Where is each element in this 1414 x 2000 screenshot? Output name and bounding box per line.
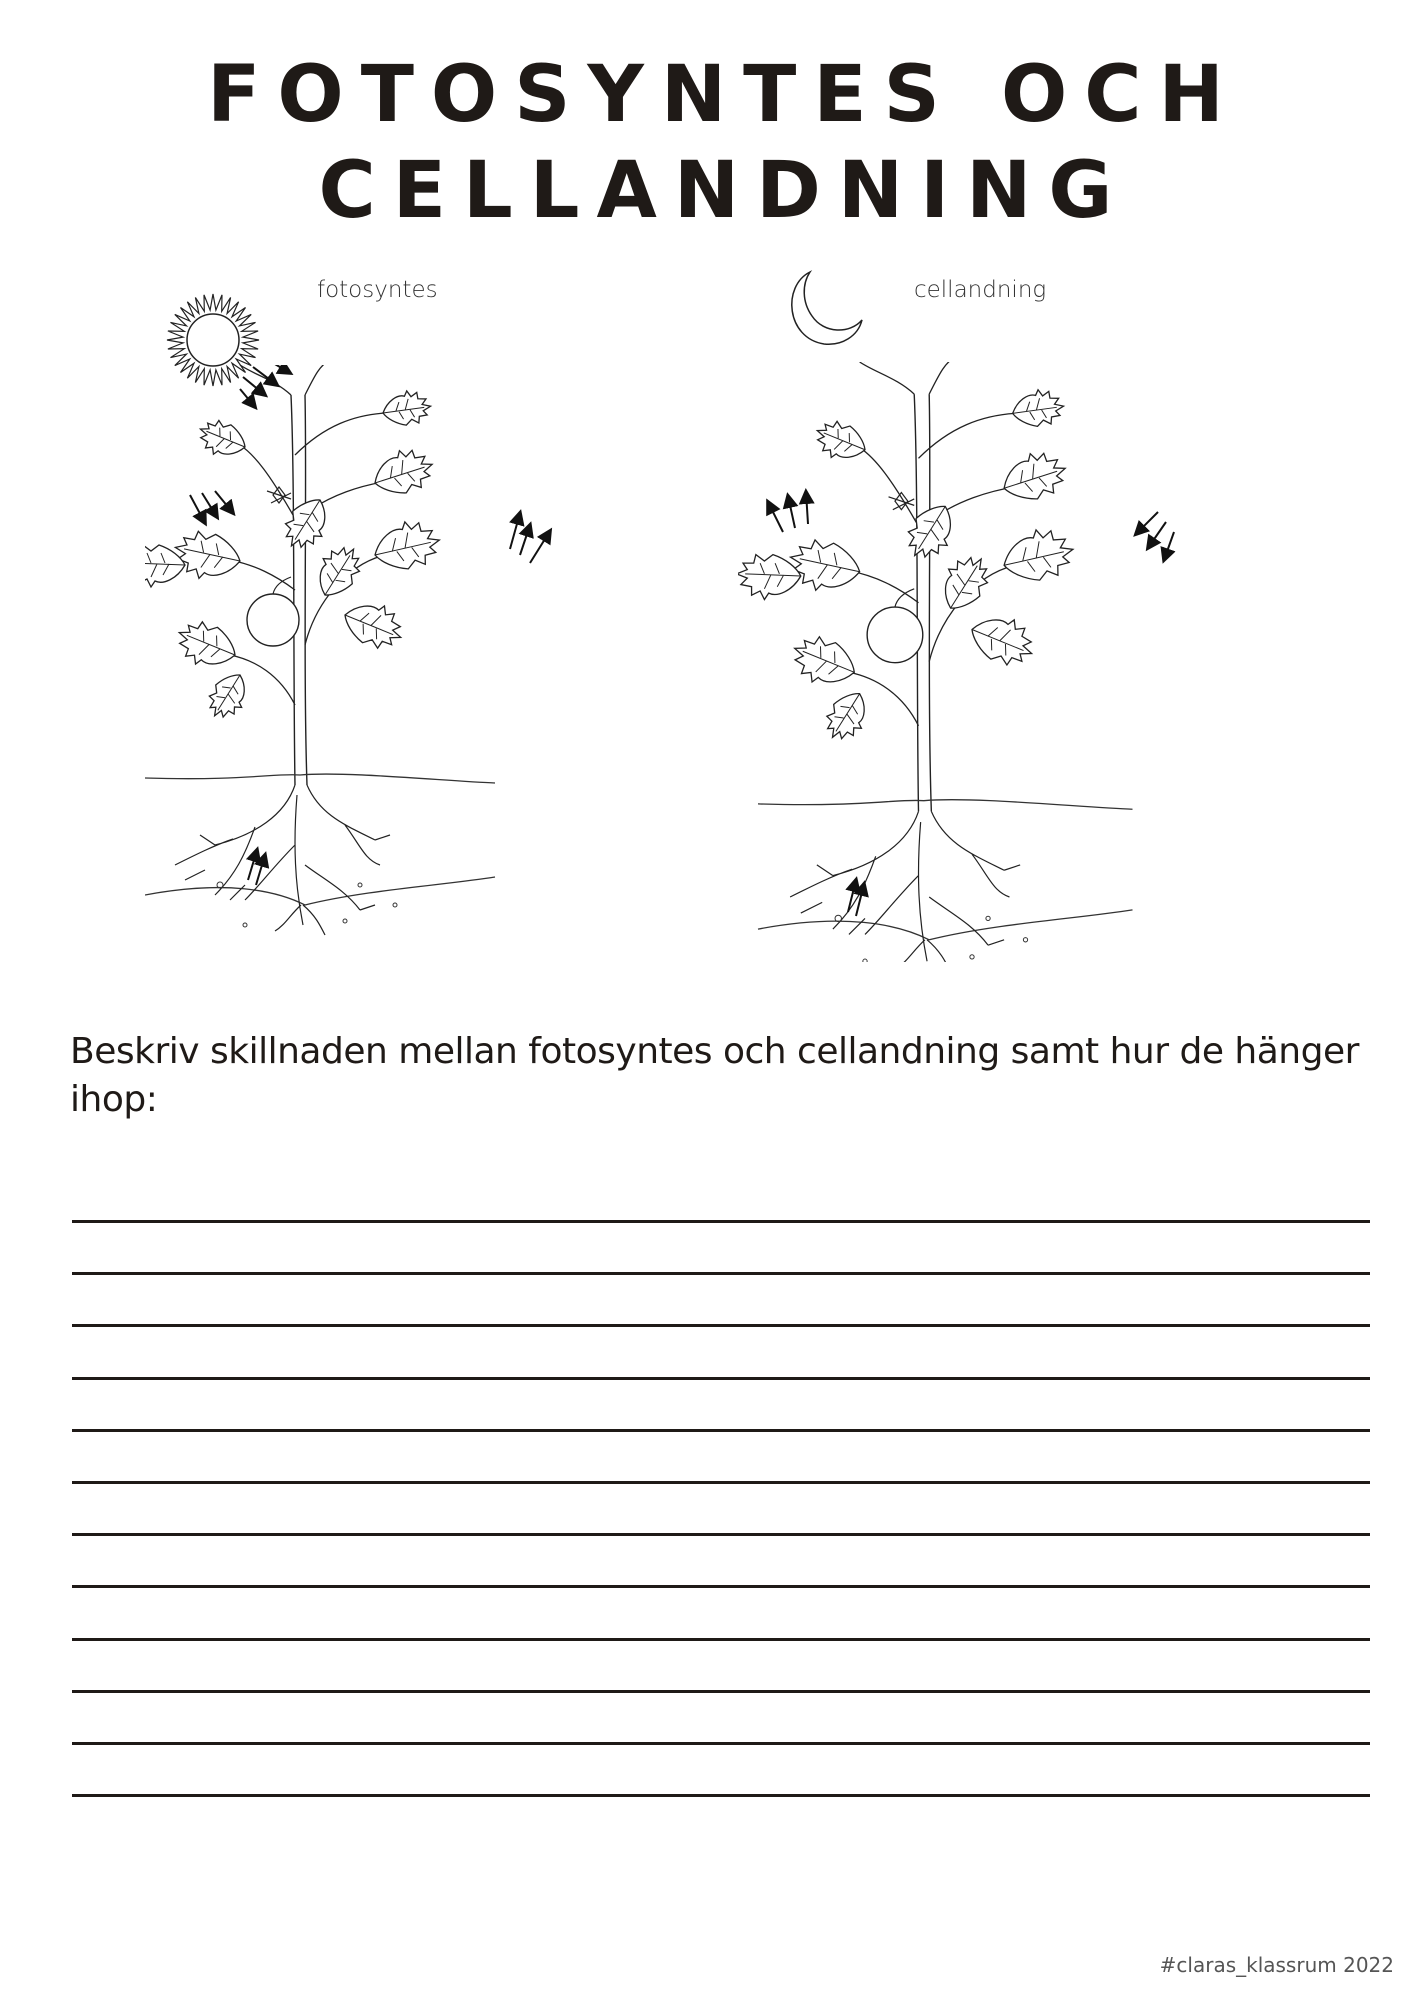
answer-line[interactable] — [72, 1429, 1370, 1432]
answer-line[interactable] — [72, 1324, 1370, 1327]
plant-diagram-cellandning — [738, 362, 1238, 962]
answer-line[interactable] — [72, 1220, 1370, 1223]
arrows-water-up — [248, 850, 265, 885]
answer-line[interactable] — [72, 1481, 1370, 1484]
answer-line[interactable] — [72, 1377, 1370, 1380]
answer-line[interactable] — [72, 1794, 1370, 1797]
title-line-2: CELLANDNING — [318, 146, 1130, 236]
answer-line[interactable] — [72, 1638, 1370, 1641]
answer-line[interactable] — [72, 1272, 1370, 1275]
moon-icon — [780, 268, 870, 350]
label-cellandning: cellandning — [914, 277, 1047, 303]
title-line-1: FOTOSYNTES OCH — [207, 50, 1241, 140]
answer-line[interactable] — [72, 1742, 1370, 1745]
question-prompt: Beskriv skillnaden mellan fotosyntes och cellandning samt hur de hänger ihop: — [70, 1031, 1359, 1120]
footer-credit: #claras_klassrum 2022 — [1159, 1953, 1394, 1977]
answer-line[interactable] — [72, 1533, 1370, 1536]
answer-line[interactable] — [72, 1585, 1370, 1588]
plant-diagram-fotosyntes — [145, 365, 605, 945]
arrows-oxygen-in — [1136, 512, 1174, 560]
label-fotosyntes: fotosyntes — [317, 277, 438, 303]
answer-line[interactable] — [72, 1690, 1370, 1693]
arrows-water-up — [848, 880, 864, 916]
arrows-co2-out — [768, 492, 808, 532]
arrows-oxygen-out — [510, 513, 550, 563]
